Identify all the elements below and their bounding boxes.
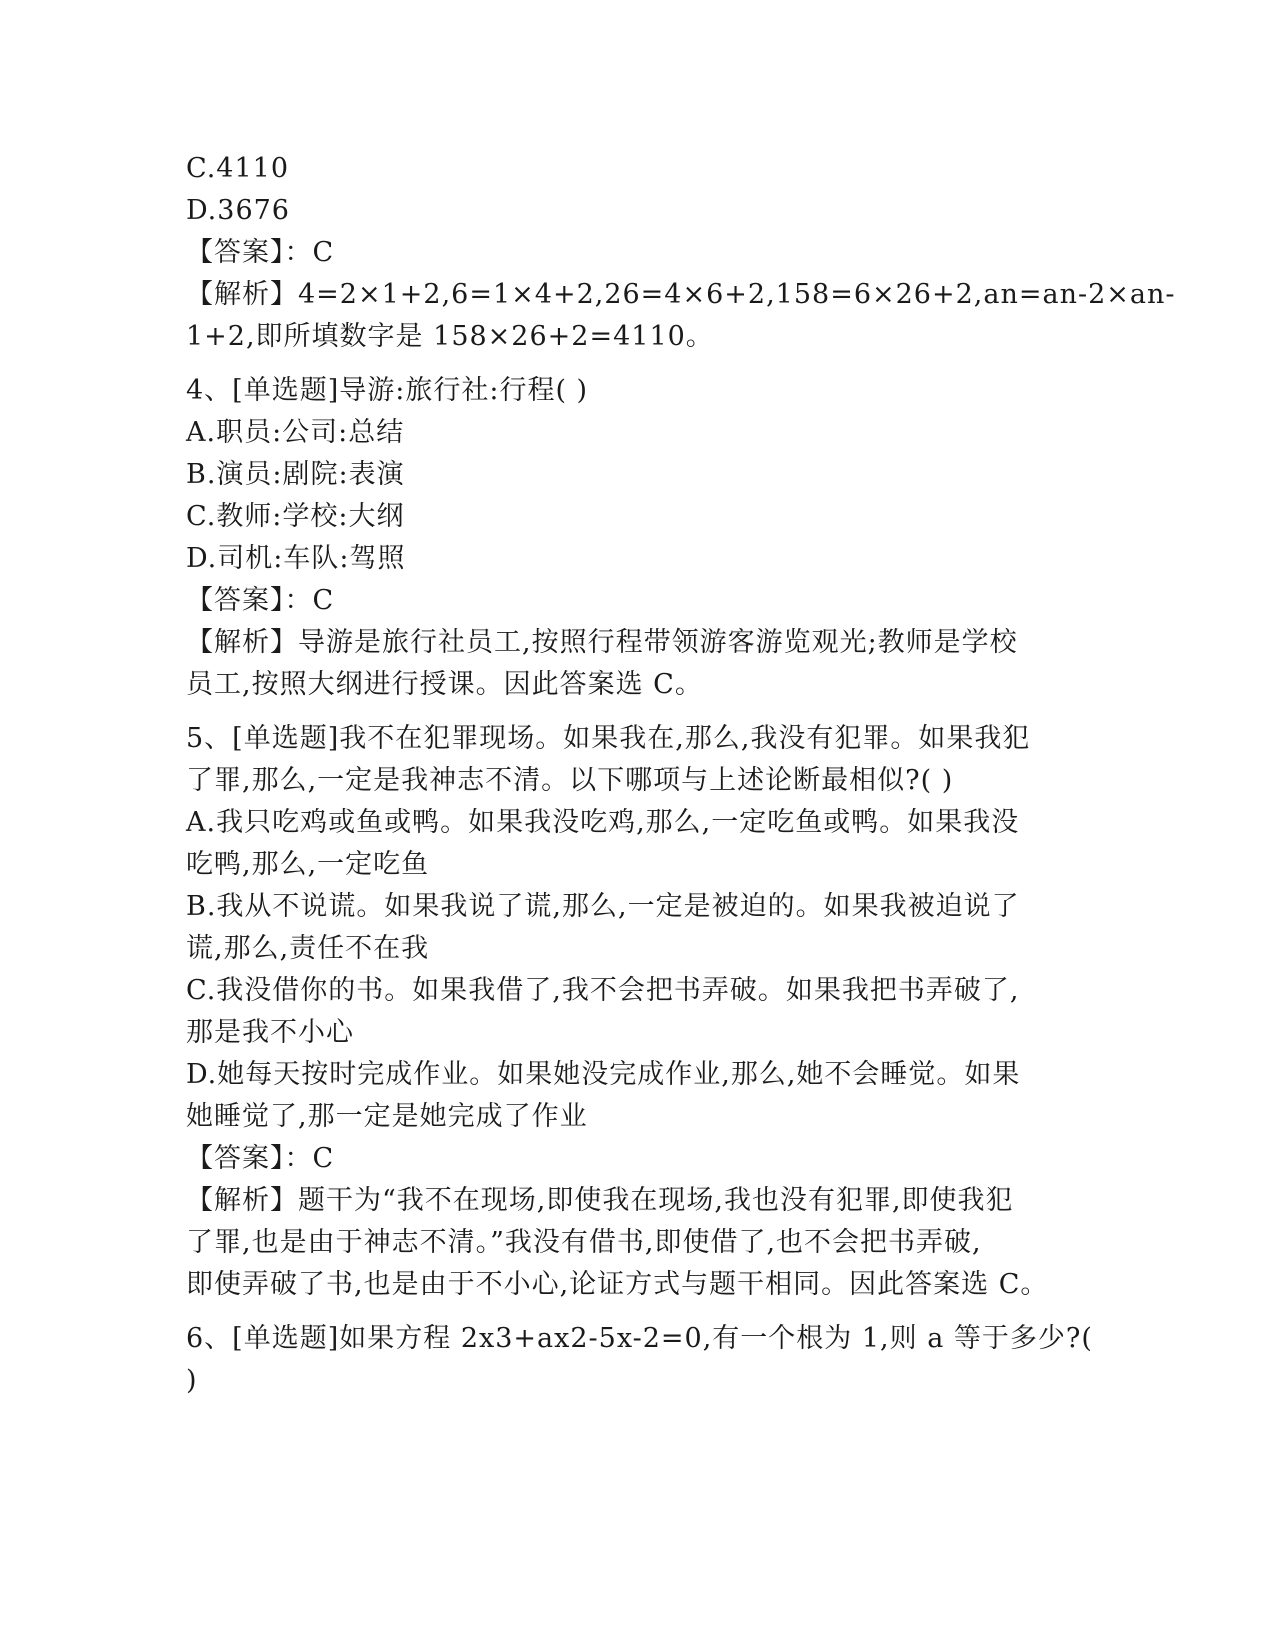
analysis-line: 员工,按照大纲进行授课。因此答案选 C。 <box>186 669 703 700</box>
option-c: C.我没借你的书。如果我借了,我不会把书弄破。如果我把书弄破了, <box>186 975 1020 1006</box>
option-c: C.教师:学校:大纲 <box>186 501 405 532</box>
question-stem: 5、[单选题]我不在犯罪现场。如果我在,那么,我没有犯罪。如果我犯 <box>186 723 1031 754</box>
prev-question-block <box>186 148 1176 358</box>
option-a: A.职员:公司:总结 <box>186 417 405 448</box>
option-b: B.演员:剧院:表演 <box>186 459 405 490</box>
option-d: 她睡觉了,那一定是她完成了作业 <box>186 1101 588 1132</box>
question-4-block <box>186 370 1086 706</box>
answer-label: 【答案】：C <box>186 1143 335 1174</box>
option-c: C.4110 <box>186 153 289 184</box>
analysis-line: 【解析】题干为“我不在现场,即使我在现场,我也没有犯罪,即使我犯 <box>186 1185 1014 1216</box>
question-6-block <box>186 1318 1093 1402</box>
option-d: D.司机:车队:驾照 <box>186 543 406 574</box>
option-d: D.她每天按时完成作业。如果她没完成作业,那么,她不会睡觉。如果 <box>186 1059 1021 1090</box>
question-stem: 6、[单选题]如果方程 2x3+ax2-5x-2=0,有一个根为 1,则 a 等于多少?( <box>186 1323 1093 1354</box>
question-stem: 了罪,那么,一定是我神志不清。以下哪项与上述论断最相似?( ) <box>186 765 954 796</box>
analysis-line: 【解析】4=2×1+2,6=1×4+2,26=4×6+2,158=6×26+2,an=an-2×an- <box>186 279 1176 310</box>
document-body <box>186 148 1176 1402</box>
question-5-block <box>186 718 1086 1306</box>
answer-label: 【答案】：C <box>186 585 335 616</box>
question-stem: 4、[单选题]导游:旅行社:行程( ) <box>186 375 589 406</box>
analysis-line: 了罪,也是由于神志不清。”我没有借书,即使借了,也不会把书弄破, <box>186 1227 982 1258</box>
analysis-line: 【解析】导游是旅行社员工,按照行程带领游客游览观光;教师是学校 <box>186 627 1018 658</box>
analysis-line: 1+2,即所填数字是 158×26+2=4110。 <box>186 321 714 352</box>
option-b: 谎,那么,责任不在我 <box>186 933 430 964</box>
option-a: A.我只吃鸡或鱼或鸭。如果我没吃鸡,那么,一定吃鱼或鸭。如果我没 <box>186 807 1020 838</box>
option-b: B.我从不说谎。如果我说了谎,那么,一定是被迫的。如果我被迫说了 <box>186 891 1020 922</box>
question-stem: ) <box>186 1365 198 1396</box>
answer-label: 【答案】：C <box>186 237 335 268</box>
option-d: D.3676 <box>186 195 290 226</box>
option-a: 吃鸭,那么,一定吃鱼 <box>186 849 430 880</box>
option-c: 那是我不小心 <box>186 1017 354 1048</box>
analysis-line: 即使弄破了书,也是由于不小心,论证方式与题干相同。因此答案选 C。 <box>186 1269 1049 1300</box>
